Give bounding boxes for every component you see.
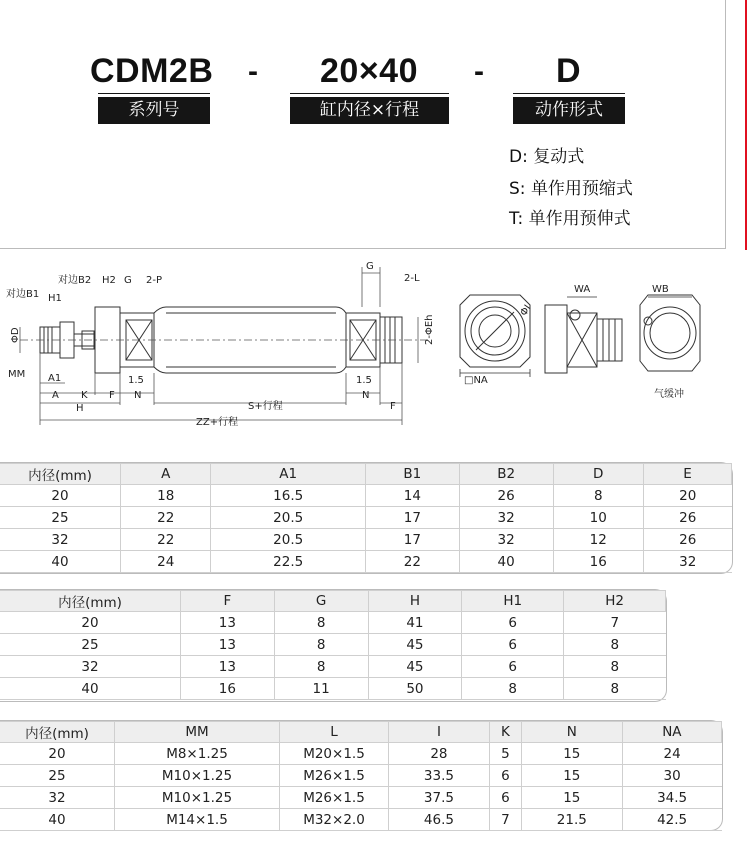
label-f-right: F [390, 401, 396, 412]
table-cell: 15 [521, 743, 622, 765]
table-cell: 32 [0, 529, 121, 551]
label-mm: MM [8, 369, 26, 380]
label-n-left: N [134, 390, 142, 401]
legend-item-d: D: 复动式 [509, 147, 585, 167]
table-cell: 25 [0, 765, 115, 787]
separator-dash-1: - [248, 55, 258, 88]
label-na: □NA [464, 375, 488, 386]
table-cell: 17 [365, 529, 459, 551]
table-cell: 8 [274, 656, 368, 678]
table-cell: 8 [462, 678, 564, 700]
table-cell: 32 [643, 551, 731, 573]
table-header: F [181, 591, 275, 612]
table-cell: M10×1.25 [115, 765, 280, 787]
table-cell: 17 [365, 507, 459, 529]
table-cell: 42.5 [622, 809, 721, 831]
table-cell: 40 [0, 809, 115, 831]
size-code: 20×40 [320, 52, 418, 90]
table-cell: 22 [121, 507, 211, 529]
table-cell: 6 [489, 765, 521, 787]
table-cell: 18 [121, 485, 211, 507]
table-header: L [280, 722, 389, 743]
table-cell: 25 [0, 507, 121, 529]
table-cell: 8 [274, 634, 368, 656]
table-cell: 6 [462, 612, 564, 634]
table-cell: 22 [121, 529, 211, 551]
table-cell: 20.5 [211, 529, 365, 551]
table-cell: 6 [462, 656, 564, 678]
table-row [0, 765, 722, 787]
table-cell: 26 [643, 529, 731, 551]
table-cell: M32×2.0 [280, 809, 389, 831]
table-cell: 20.5 [211, 507, 365, 529]
table-cell: M10×1.25 [115, 787, 280, 809]
table-row [0, 809, 722, 831]
table-cell: 8 [274, 612, 368, 634]
table-cell: 5 [489, 743, 521, 765]
table-cell: M8×1.25 [115, 743, 280, 765]
table-header: NA [622, 722, 721, 743]
table-cell: 33.5 [389, 765, 490, 787]
table-row [0, 656, 666, 678]
label-g-right: G [366, 261, 374, 272]
table-cell: M26×1.5 [280, 765, 389, 787]
table-row [0, 507, 732, 529]
label-wa: WA [574, 284, 591, 295]
table-cell: 8 [553, 485, 643, 507]
series-underline [98, 93, 210, 94]
table-cell: 25 [0, 634, 181, 656]
label-b1: 对边B1 [6, 289, 40, 300]
table-row [0, 634, 666, 656]
table-cell: 50 [368, 678, 462, 700]
table-cell: 8 [564, 634, 666, 656]
table-cell: 10 [553, 507, 643, 529]
label-zz-stroke: ZZ+行程 [196, 417, 239, 428]
label-1-5-left: 1.5 [128, 375, 144, 386]
table-cell: 16 [181, 678, 275, 700]
label-wb: WB [652, 284, 669, 295]
table-cell: 21.5 [521, 809, 622, 831]
label-a1: A1 [48, 373, 62, 384]
table-cell: 24 [622, 743, 721, 765]
dimension-table-1 [0, 463, 732, 573]
table-cell: 20 [0, 612, 181, 634]
table-cell: 8 [564, 656, 666, 678]
size-label: 缸内径×行程 [290, 97, 449, 124]
table-cell: 37.5 [389, 787, 490, 809]
table-row [0, 529, 732, 551]
series-code: CDM2B [90, 52, 214, 90]
table-cell: 26 [643, 507, 731, 529]
table-cell: 14 [365, 485, 459, 507]
label-phi-i: ΦI [518, 303, 534, 319]
table-cell: 11 [274, 678, 368, 700]
table-header: A1 [211, 464, 365, 485]
table-header-row [0, 722, 722, 743]
table-header: D [553, 464, 643, 485]
table-cell: 30 [622, 765, 721, 787]
table-cell: 6 [462, 634, 564, 656]
table-header: B2 [459, 464, 553, 485]
table-cell: 20 [643, 485, 731, 507]
table-header: K [489, 722, 521, 743]
dimension-table-2 [0, 590, 666, 700]
table-cell: 16.5 [211, 485, 365, 507]
table-header: 内径(mm) [0, 464, 121, 485]
label-l: 2-L [404, 273, 420, 284]
table-cell: 13 [181, 634, 275, 656]
size-underline [290, 93, 449, 94]
side-view [545, 297, 622, 373]
label-n-right: N [362, 390, 370, 401]
table-cell: 16 [553, 551, 643, 573]
table-header: A [121, 464, 211, 485]
label-1-5-right: 1.5 [356, 375, 372, 386]
table-row [0, 678, 666, 700]
label-phi-d: ΦD [10, 327, 21, 343]
cushion-view [640, 295, 700, 371]
table-header: H2 [564, 591, 666, 612]
separator-dash-2: - [474, 55, 484, 88]
table-cell: 7 [564, 612, 666, 634]
dimension-table-3 [0, 721, 722, 831]
action-underline [513, 93, 625, 94]
table-cell: 24 [121, 551, 211, 573]
table-cell: 40 [0, 678, 181, 700]
table-cell: M20×1.5 [280, 743, 389, 765]
table-cell: 40 [0, 551, 121, 573]
table-cell: 8 [564, 678, 666, 700]
label-g-left: G [124, 275, 132, 286]
table-cell: 32 [459, 529, 553, 551]
table-row [0, 743, 722, 765]
table-cell: 41 [368, 612, 462, 634]
label-f-left: F [109, 390, 115, 401]
table-row [0, 551, 732, 573]
legend-item-s: S: 单作用预缩式 [509, 179, 633, 199]
label-b2: 对边B2 [58, 275, 92, 286]
table-cell: 7 [489, 809, 521, 831]
label-a: A [52, 390, 59, 401]
action-code: D [556, 52, 582, 90]
table-header-row [0, 591, 666, 612]
table-header: 内径(mm) [0, 591, 181, 612]
table-header-row [0, 464, 732, 485]
table-header: B1 [365, 464, 459, 485]
table-cell: 13 [181, 656, 275, 678]
table-cell: 26 [459, 485, 553, 507]
table-header: G [274, 591, 368, 612]
table-row [0, 612, 666, 634]
table-cell: 32 [0, 656, 181, 678]
table-header: H [368, 591, 462, 612]
table-header: H1 [462, 591, 564, 612]
table-cell: M26×1.5 [280, 787, 389, 809]
legend-item-t: T: 单作用预伸式 [509, 209, 631, 229]
end-view [460, 295, 530, 377]
table-cell: 22 [365, 551, 459, 573]
label-h2: H2 [102, 275, 116, 286]
table-header: I [389, 722, 490, 743]
label-h: H [76, 403, 84, 414]
table-row [0, 787, 722, 809]
label-h1: H1 [48, 293, 62, 304]
table-cell: 32 [459, 507, 553, 529]
table-cell: 32 [0, 787, 115, 809]
table-header: MM [115, 722, 280, 743]
table-cell: 15 [521, 765, 622, 787]
table-cell: 46.5 [389, 809, 490, 831]
table-cell: 15 [521, 787, 622, 809]
table-header: N [521, 722, 622, 743]
table-cell: 34.5 [622, 787, 721, 809]
table-cell: 6 [489, 787, 521, 809]
table-cell: 40 [459, 551, 553, 573]
label-s-stroke: S+行程 [248, 401, 283, 412]
table-cell: 20 [0, 743, 115, 765]
table-cell: 28 [389, 743, 490, 765]
table-cell: 45 [368, 634, 462, 656]
table-header: E [643, 464, 731, 485]
label-p: 2-P [146, 275, 163, 286]
table-row [0, 485, 732, 507]
table-header: 内径(mm) [0, 722, 115, 743]
label-cushion: 气缓冲 [654, 389, 684, 400]
action-label: 动作形式 [513, 97, 625, 124]
cylinder-drawing [0, 255, 747, 455]
table-cell: M14×1.5 [115, 809, 280, 831]
table-cell: 20 [0, 485, 121, 507]
label-phi-e: 2-ΦEh [424, 314, 435, 345]
label-k: K [81, 390, 88, 401]
table-cell: 12 [553, 529, 643, 551]
table-cell: 22.5 [211, 551, 365, 573]
series-label: 系列号 [98, 97, 210, 124]
table-cell: 13 [181, 612, 275, 634]
table-cell: 45 [368, 656, 462, 678]
